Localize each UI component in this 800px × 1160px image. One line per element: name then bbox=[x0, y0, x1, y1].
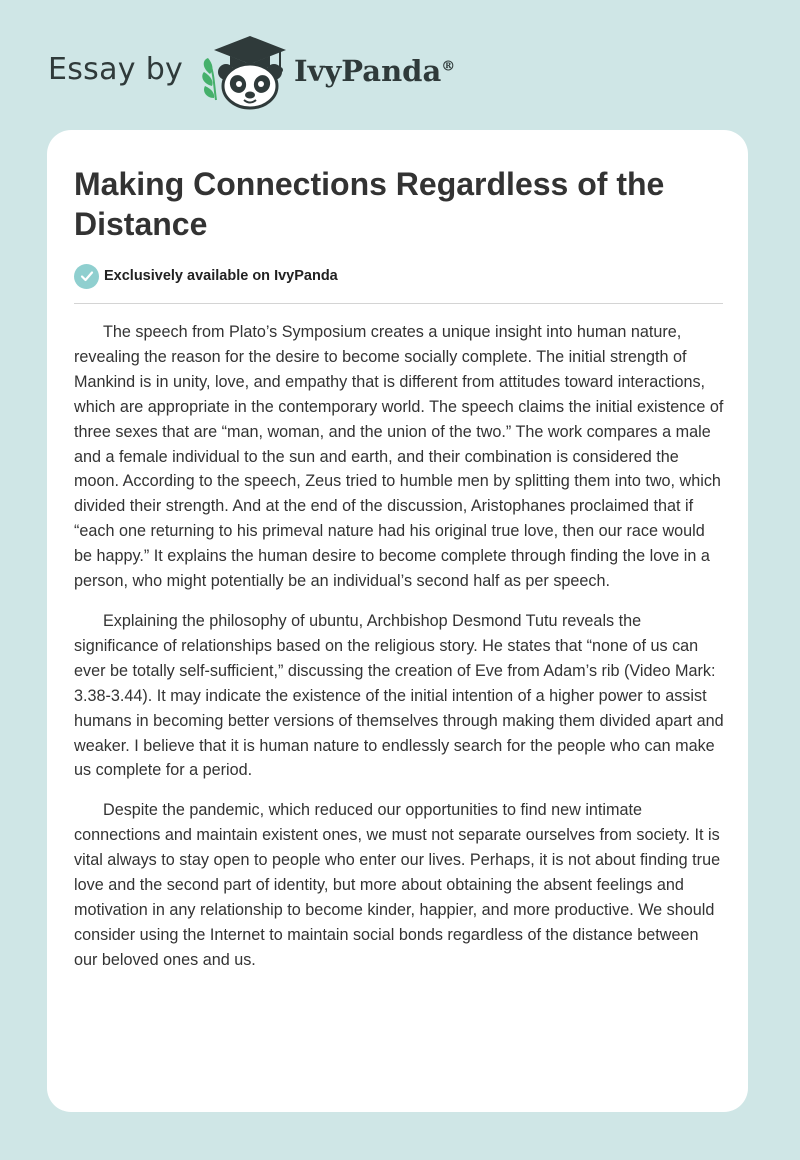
divider bbox=[74, 303, 723, 304]
badge-label: Exclusively available on IvyPanda bbox=[104, 268, 338, 284]
essay-by-label: Essay by bbox=[48, 52, 184, 87]
exclusive-badge bbox=[74, 263, 338, 289]
page-title: Making Connections Regardless of the Distance bbox=[74, 166, 665, 242]
leaf-icon bbox=[202, 58, 216, 100]
essay-card bbox=[47, 130, 748, 1112]
registered-mark: ® bbox=[441, 58, 456, 75]
panda-graduate-icon[interactable] bbox=[200, 34, 292, 110]
site-header bbox=[48, 34, 468, 114]
paragraph: The speech from Plato’s Symposium creates a unique insight into human nature, revealing the reason for the desire to become socially complete. The initial strength of Mankind is in unity, love, and empathy that is different from attitudes toward interactions, which are appropriate in the contemporary world. The speech claims the initial existence of three sexes that are “man, woman, and the union of the two.” The work compares a male and a female individual to the sun and earth, and their combination is considered the moon. According to the speech, Zeus tried to humble men by splitting them into two, which divided their strength. And at the end of the discussion, Aristophanes proclaimed that if “each one returning to his primeval nature had his original true love, then our race would be happy.” It explains the human desire to become complete through finding the love in a person, who might potentially be an individual’s second half as per speech. bbox=[74, 323, 724, 591]
essay-body bbox=[74, 320, 724, 988]
paragraph: Despite the pandemic, which reduced our opportunities to find new intimate connections and maintain existent ones, we must not separate ourselves from society. It is vital always to stay open to people who enter our lives. Perhaps, it is not about finding true love and the second part of identity, but more about obtaining the absent feelings and motivation in any relationship to become kinder, happier, and more productive. We should consider using the Internet to maintain social bonds regardless of the distance between our beloved ones and us. bbox=[74, 801, 721, 969]
brand-name[interactable]: IvyPanda® bbox=[294, 54, 456, 88]
checkmark-circle-icon bbox=[74, 264, 99, 289]
paragraph: Explaining the philosophy of ubuntu, Archbishop Desmond Tutu reveals the significance of relationships based on the religious story. He states that “none of us can ever be totally self-sufficient,” discussing the creation of Eve from Adam’s rib (Video Mark: 3.38-3.44). It may indicate the existence of the initial intention of a higher power to assist humans in becoming better versions of themselves through making them divided apart and weaker. I believe that it is human nature to endlessly search for the people who can make us complete for a period. bbox=[74, 611, 724, 780]
